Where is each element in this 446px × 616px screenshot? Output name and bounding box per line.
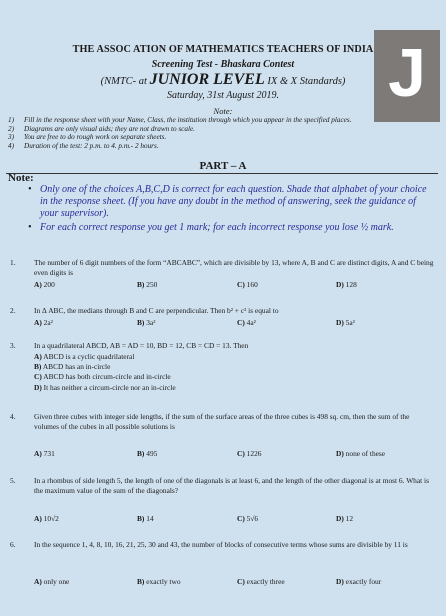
question-stem: Given three cubes with integer side lengths, if the sum of the surface areas of the three cubes is 498 sq. cm, then the sum of the volumes of the cubes in all possible solutions is xyxy=(34,412,410,431)
instruction-item: 3) You are free to do rough work on separate sheets. xyxy=(8,133,167,142)
logo-letter: J xyxy=(388,35,426,111)
option-a[interactable]: A) ABCD is a cyclic quadrilateral xyxy=(34,352,135,361)
level-title: JUNIOR LEVEL xyxy=(149,71,265,88)
question-stem: In a quadrilateral ABCD, AB = AD = 10, BD = 12, CB = CD = 13. Then xyxy=(34,341,249,350)
question-stem: In a rhombus of side length 5, the length of one of the diagonals is at least 6, and the length of the other diagonal is at most 6. What is the maximum value of the sum of the diagonals? xyxy=(34,476,429,495)
association-title: THE ASSOC ATION OF MATHEMATICS TEACHERS OF INDIA xyxy=(72,44,374,55)
option-c[interactable]: C) 4a² xyxy=(237,318,256,327)
option-d[interactable]: D) 5a² xyxy=(336,318,355,327)
divider xyxy=(6,173,438,174)
option-a[interactable]: A) 10√2 xyxy=(34,514,59,523)
option-b[interactable]: B) exactly two xyxy=(137,577,181,586)
option-d[interactable]: D) 128 xyxy=(336,280,357,289)
contest-title: Screening Test - Bhaskara Contest xyxy=(151,59,295,70)
question-1-options xyxy=(34,280,434,290)
level-line xyxy=(0,71,446,89)
option-b[interactable]: B) 3a² xyxy=(137,318,156,327)
option-d[interactable]: D) It has neither a circum-circle nor an in-circle xyxy=(34,382,176,392)
instructions-list xyxy=(8,116,398,150)
part-note-title: Note: xyxy=(8,172,34,184)
option-a[interactable]: A) 731 xyxy=(34,449,55,458)
option-b[interactable]: B) 14 xyxy=(137,514,154,523)
note-title: Note: xyxy=(213,106,233,116)
question-6-options xyxy=(34,577,434,587)
option-c[interactable]: C) 1226 xyxy=(237,449,262,458)
exam-page: J THE ASSOC ATION OF MATHEMATICS TEACHERS OF INDIA Screening Test - Bhaskara Contest (NMTC- at JUNIOR LEVEL IX & X Standards) Saturday, 31st August 2019. Note: 1) Fill in the response sheet with your Name, Class, the institution through which you appear in the specified places. 2) Diagrams are only visual aids; they are not drawn to scale. 3) You are free to do rough work on separate sheets. 4) Duration of the test: 2 p.m. to 4. p.m.- 2 hours. PART – A Note: • Only one of the choices A,B,C,D is correct for each question. Shade that alphabet of your choice in the response sheet. (If you have any doubt in the method of answering, seek the guidance of your supervisor). • For each correct response you get 1 mark; for each incorrect response you lose ½ mark. 1. The number of 6 digit numbers of the form “ABCABC”, which are divisible by 13, where A, B and C are distinct digits, A and C being even digits is A) 200 B) 250 C) 160 D) 128 2. In Δ ABC, the medians through B and C are perpendicular. Then b² + c² is equal to A) 2a² B) 3a² C) 4a² D) 5a² 3. In a quadrilateral ABCD, AB = AD = 10, BD = 12, CB = CD = 13. Then A) ABCD is a cyclic quadrilateral B) ABCD has an in-circle C) ABCD has both circum-circle and in-circle D) It has neither a circum-circle nor an in-circle 4. Given three cubes with integer side lengths, if the sum of the surface areas of the three cubes is 498 sq. cm, then the sum of the volumes of the cubes in all possible solutions is A) 731 B) 495 C) 1226 D) none of these 5. In a rhombus of side length 5, the length of one of the diagonals is at least 6, and the length of the other diagonal is at most 6. What is the maximum value of the sum of the diagonals? A) 10√2 B) 14 C) 5√6 D) 12 6. In the sequence 1, 4, 8, 10, 16, 21, 25, 30 and 43, the number of blocks of consecutive terms whose sums are divisible by 11 is A) only one B) exactly two C) exactly three D) exactly four xyxy=(0,0,446,616)
question-stem: In the sequence 1, 4, 8, 10, 16, 21, 25, 30 and 43, the number of blocks of consecutive terms whose sums are divisible by 11 is xyxy=(34,540,408,549)
question-3-options xyxy=(34,352,434,393)
instruction-item: 1) Fill in the response sheet with your Name, Class, the institution through which you appear in the specified places. xyxy=(8,116,352,124)
question-5-options xyxy=(34,514,434,524)
question-stem: In Δ ABC, the medians through B and C are perpendicular. Then b² + c² is equal to xyxy=(34,306,279,315)
question-4-options xyxy=(34,449,434,459)
level-prefix: (NMTC- at xyxy=(100,76,150,87)
rule-bullet: • For each correct response you get 1 mark; for each incorrect response you lose ½ mark. xyxy=(28,222,394,233)
option-a[interactable]: A) 200 xyxy=(34,280,55,289)
question-stem: The number of 6 digit numbers of the form “ABCABC”, which are divisible by 13, where A, B and C are distinct digits, A and C being even digits is xyxy=(34,258,434,277)
rule-bullet: • Only one of the choices A,B,C,D is correct for each question. Shade that alphabet of your choice in the response sheet. (If you have any doubt in the method of answering, seek the guidance of your supervisor). xyxy=(28,184,427,219)
option-a[interactable]: A) only one xyxy=(34,577,70,586)
question-2-options xyxy=(34,318,434,328)
option-b[interactable]: B) 495 xyxy=(137,449,158,458)
part-title: PART – A xyxy=(199,160,247,172)
option-c[interactable]: C) exactly three xyxy=(237,577,285,586)
option-b[interactable]: B) 250 xyxy=(137,280,158,289)
option-c[interactable]: C) 160 xyxy=(237,280,258,289)
bullet-icon: • xyxy=(28,184,32,195)
option-d[interactable]: D) 12 xyxy=(336,514,354,523)
option-d[interactable]: D) none of these xyxy=(336,449,386,458)
instruction-item: 4) Duration of the test: 2 p.m. to 4. p.m.- 2 hours. xyxy=(8,141,159,150)
instruction-item: 2) Diagrams are only visual aids; they are not drawn to scale. xyxy=(8,124,195,133)
option-d[interactable]: D) exactly four xyxy=(336,577,382,586)
exam-date: Saturday, 31st August 2019. xyxy=(167,90,279,101)
option-c[interactable]: C) ABCD has both circum-circle and in-circle xyxy=(34,372,171,382)
level-suffix: IX & X Standards) xyxy=(264,76,346,87)
option-c[interactable]: C) 5√6 xyxy=(237,514,259,523)
option-a[interactable]: A) 2a² xyxy=(34,318,53,327)
bullet-icon: • xyxy=(28,222,32,233)
option-b[interactable]: B) ABCD has an in-circle xyxy=(34,362,111,372)
